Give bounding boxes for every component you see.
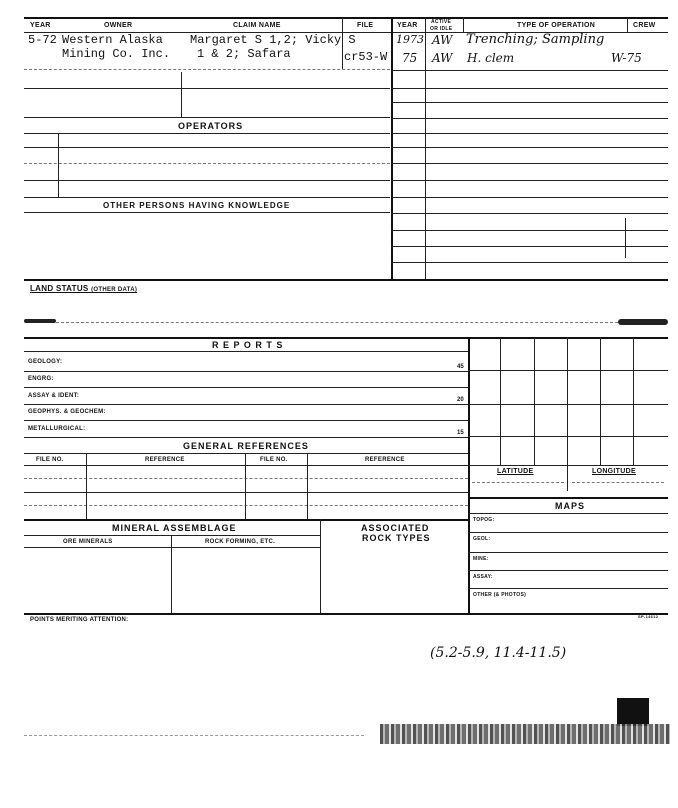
op-rule-10: [391, 213, 668, 214]
col-header-year: YEAR: [30, 22, 51, 29]
owner-rule-3: [24, 117, 390, 118]
points-meriting-attention: POINTS MERITING ATTENTION:: [30, 617, 129, 623]
op2-status: AW: [432, 51, 453, 65]
redaction-mark-right: [618, 319, 668, 325]
grid-h-4: [468, 465, 668, 466]
gen-ref-div-1: [86, 453, 87, 519]
reports-header-rule: [24, 351, 468, 352]
divider-crew-col: [627, 17, 628, 32]
mineral-div-2: [320, 519, 321, 613]
grid-h-2: [468, 404, 668, 405]
mineral-header-rule: [24, 535, 320, 536]
op-rule-7: [391, 163, 668, 164]
report-geology: GEOLOGY:: [28, 359, 63, 365]
op2-year: 75: [402, 51, 418, 65]
report-geology-num: 45: [457, 364, 464, 370]
op-rule-9: [391, 197, 668, 198]
other-persons-rule: [24, 212, 390, 213]
general-references-title: GENERAL REFERENCES: [183, 441, 309, 451]
col-header-file: FILE: [357, 22, 374, 29]
gen-ref-reference-1: REFERENCE: [145, 457, 185, 463]
form-bottom-rule: [24, 613, 668, 615]
latitude-label: LATITUDE: [497, 468, 534, 475]
operators-rule-4: [24, 180, 390, 181]
associated-rock-types-2: ROCK TYPES: [362, 533, 431, 543]
handwritten-note: (5.2-5.9, 11.4-11.5): [430, 645, 567, 661]
gen-ref-rule-4: [24, 505, 468, 506]
reports-title: R E P O R T S: [212, 340, 284, 350]
op-rule-11: [391, 230, 668, 231]
report-rule-3: [24, 404, 468, 405]
other-persons-title: OTHER PERSONS HAVING KNOWLEDGE: [103, 201, 291, 210]
op1-status: AW: [432, 33, 453, 47]
crew-divider-lower: [625, 218, 626, 258]
maps-mine: MINE:: [473, 556, 489, 562]
claim-line-1: Margaret S 1,2; Vicky S: [190, 33, 356, 47]
record-file: cr53-W: [344, 50, 388, 64]
gen-ref-div-2: [245, 453, 246, 519]
ore-minerals-label: ORE MINERALS: [63, 539, 113, 545]
op1-type: Trenching; Sampling: [466, 32, 605, 47]
divider-type-col: [463, 17, 464, 32]
owner-line-2: Mining Co. Inc.: [62, 47, 171, 61]
maps-title: MAPS: [555, 501, 586, 511]
maps-other: OTHER (& PHOTOS): [473, 592, 527, 598]
scan-noise-band: [380, 724, 670, 744]
col-header-crew: CREW: [633, 22, 656, 29]
operators-rule-5: [24, 197, 390, 198]
op-rule-8: [391, 180, 668, 181]
report-rule-4: [24, 420, 468, 421]
form-id: SP-14612: [638, 614, 659, 619]
redaction-mark-left: [24, 319, 56, 323]
gen-ref-file-no-2: FILE NO.: [260, 457, 288, 463]
longitude-label: LONGITUDE: [592, 468, 636, 475]
report-metallurgical: METALLURGICAL:: [28, 426, 86, 432]
col-header-idle: OR IDLE: [430, 26, 453, 32]
gen-ref-reference-2: REFERENCE: [365, 457, 405, 463]
op-rule-13: [391, 262, 668, 263]
operators-rule-2: [24, 147, 390, 148]
mineral-top-rule: [24, 519, 468, 521]
mineral-div-1: [171, 535, 172, 613]
gen-ref-rule-2: [24, 478, 468, 479]
scan-faint-line: [24, 735, 364, 736]
gen-ref-rule-3: [24, 492, 468, 493]
land-status-top-rule: [24, 279, 668, 281]
mineral-sub-rule: [24, 547, 320, 548]
report-metallurgical-num: 15: [457, 430, 464, 436]
top-border: [24, 17, 668, 19]
owner-claim-divider: [181, 72, 182, 117]
grid-v-1: [500, 337, 501, 465]
divider-left-right-main: [391, 17, 393, 279]
report-assay: ASSAY & IDENT:: [28, 393, 80, 399]
op2-type: H. clem: [467, 51, 515, 65]
op-rule-12: [391, 246, 668, 247]
reports-right-divider: [468, 337, 470, 613]
operators-divider: [58, 133, 59, 197]
op1-year: 1973: [396, 33, 424, 46]
maps-rule-2: [468, 552, 668, 553]
grid-h-1: [468, 370, 668, 371]
report-assay-num: 20: [457, 397, 464, 403]
maps-top-rule: [468, 497, 668, 499]
report-rule-2: [24, 387, 468, 388]
land-status-rule: [56, 322, 618, 323]
maps-header-rule: [468, 513, 668, 514]
col-header-claim-name: CLAIM NAME: [233, 22, 281, 29]
report-engrg: ENGRG:: [28, 376, 54, 382]
owner-line-1: Western Alaska: [62, 33, 163, 47]
gen-ref-rule-1: [24, 465, 468, 466]
divider-active-col: [425, 17, 426, 279]
op2-crew: W-75: [611, 51, 642, 65]
mineral-assemblage-title: MINERAL ASSEMBLAGE: [112, 523, 237, 533]
op-rule-6: [391, 147, 668, 148]
op-rule-3: [391, 102, 668, 103]
report-rule-1: [24, 371, 468, 372]
col-header-owner: OWNER: [104, 22, 133, 29]
maps-rule-3: [468, 570, 668, 571]
operators-rule-1: [24, 133, 390, 134]
gen-ref-div-3: [307, 453, 308, 519]
maps-rule-1: [468, 532, 668, 533]
maps-topog: TOPOG:: [473, 517, 495, 523]
grid-v-2: [534, 337, 535, 465]
col-header-active: ACTIVE: [431, 19, 452, 25]
latitude-line: [472, 482, 564, 483]
gen-ref-header-rule: [24, 453, 468, 454]
grid-h-3: [468, 436, 668, 437]
associated-rock-types-1: ASSOCIATED: [361, 523, 430, 533]
op-rule-2: [391, 88, 668, 89]
report-geophys: GEOPHYS. & GEOCHEM:: [28, 409, 106, 415]
col-header-op-year: YEAR: [397, 22, 418, 29]
longitude-line: [572, 482, 664, 483]
scan-dark-block: [617, 698, 649, 726]
owner-rule-2: [24, 88, 390, 89]
reports-top-rule: [24, 337, 668, 339]
owner-rule-1: [24, 69, 390, 70]
operators-title: OPERATORS: [178, 121, 244, 131]
grid-v-5: [633, 337, 634, 465]
report-rule-5: [24, 437, 468, 438]
operators-rule-3: [24, 163, 390, 164]
gen-ref-file-no-1: FILE NO.: [36, 457, 64, 463]
record-years: 5-72: [28, 33, 57, 47]
op-rule-4: [391, 118, 668, 119]
claim-line-2: 1 & 2; Safara: [197, 47, 291, 61]
maps-assay: ASSAY:: [473, 574, 493, 580]
op-rule-1: [391, 70, 668, 71]
rock-forming-label: ROCK FORMING, ETC.: [205, 539, 276, 545]
maps-geol: GEOL:: [473, 536, 491, 542]
land-status-title: LAND STATUS (OTHER DATA): [30, 284, 138, 293]
col-header-type-of-operation: TYPE OF OPERATION: [517, 22, 596, 29]
maps-rule-4: [468, 588, 668, 589]
op-rule-5: [391, 133, 668, 134]
grid-v-3: [567, 337, 568, 491]
grid-v-4: [600, 337, 601, 465]
